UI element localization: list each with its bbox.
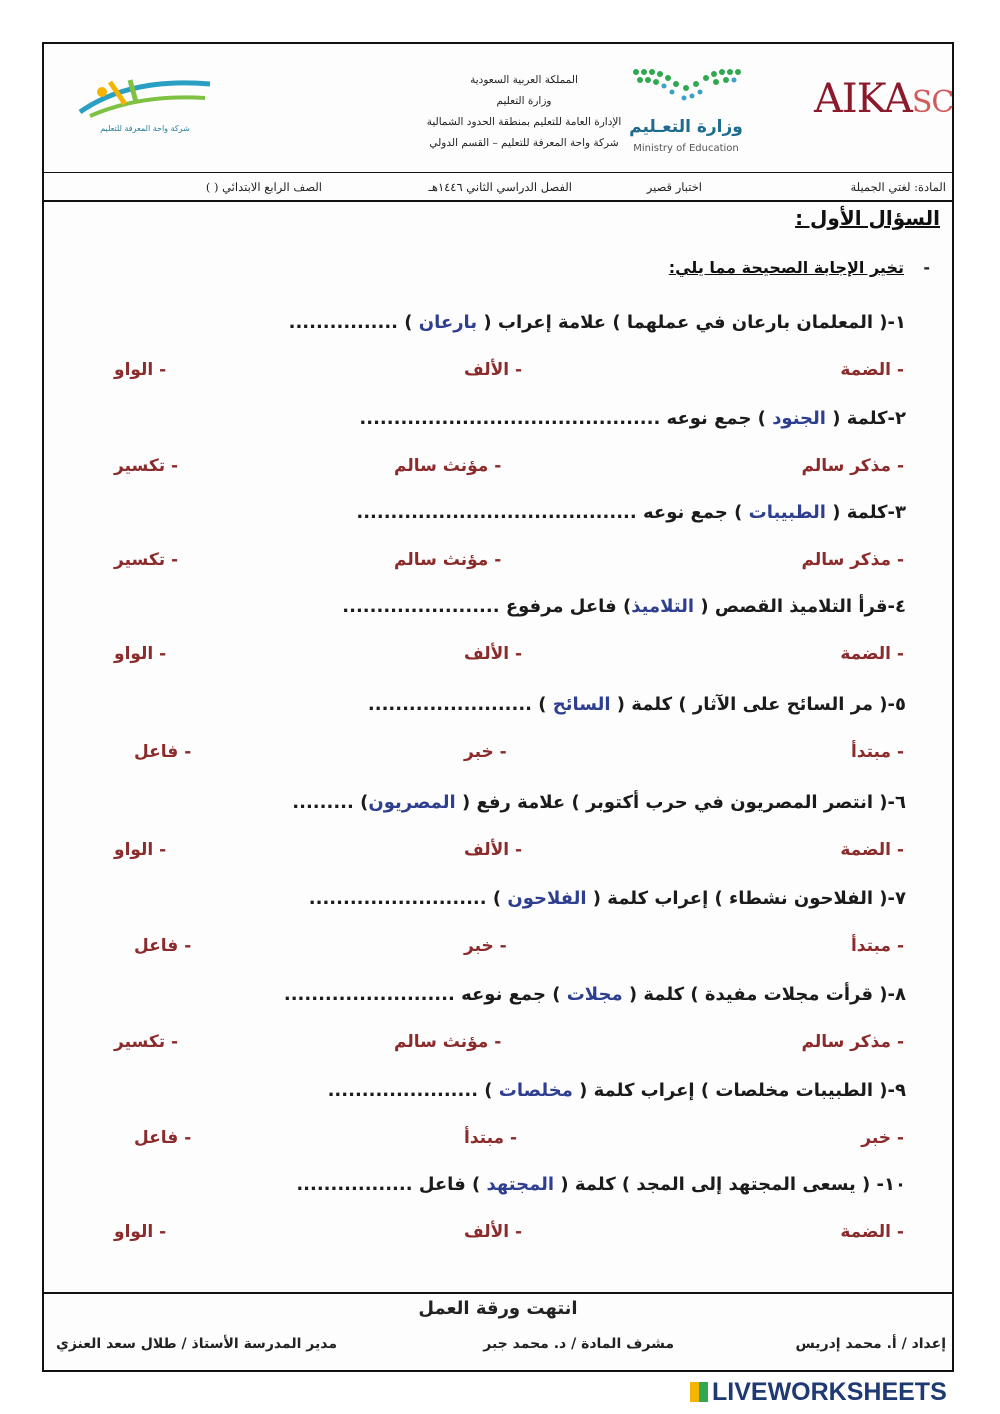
question-keyword: مجلات: [566, 984, 623, 1005]
option-1-3[interactable]: - الواو: [114, 360, 167, 380]
subject-label: المادة: لغتي الجميلة: [850, 180, 946, 194]
question-keyword: الفلاحون: [507, 888, 587, 909]
liveworksheets-watermark: [690, 1378, 947, 1407]
question-4: [342, 596, 906, 617]
option-4-3[interactable]: - الواو: [114, 644, 167, 664]
question-6: [292, 792, 906, 813]
logo-caption: شركة واحة المعرفة للتعليم: [100, 124, 190, 133]
grade-label: الصف الرابع الابتدائي ( ): [205, 180, 322, 194]
option-4-2[interactable]: - الألف: [464, 644, 523, 664]
question-text: ٤-قرأ التلاميذ القصص (: [694, 596, 906, 617]
gov-line: المملكة العربية السعودية: [470, 74, 578, 86]
school-principal: مدير المدرسة الأستاذ / طلال سعد العنزي: [56, 1336, 338, 1352]
option-5-3[interactable]: - فاعل: [134, 742, 192, 762]
question-3: [356, 502, 906, 523]
option-5-2[interactable]: - خبر: [464, 742, 507, 762]
aikasc-logo-sc: SC: [911, 85, 954, 120]
option-9-2[interactable]: - مبتدأ: [464, 1128, 518, 1148]
info-row: [44, 172, 952, 202]
answer-blank[interactable]: ) جمع نوعه .........................................: [356, 502, 749, 523]
option-3-3[interactable]: - تكسير: [114, 550, 179, 570]
question-keyword: الجنود: [772, 408, 826, 429]
answer-blank[interactable]: ) ......................: [327, 1080, 499, 1101]
question-2: [359, 408, 906, 429]
option-10-1[interactable]: - الضمة: [840, 1222, 904, 1242]
aikasc-logo: [814, 76, 953, 122]
option-4-1[interactable]: - الضمة: [840, 644, 904, 664]
quiz-label: اختبار قصير: [646, 180, 702, 194]
option-2-2[interactable]: - مؤنث سالم: [394, 456, 502, 476]
end-title: انتهت ورقة العمل: [418, 1298, 578, 1319]
option-9-1[interactable]: - خبر: [861, 1128, 904, 1148]
liveworksheets-logo-icon: [690, 1382, 708, 1402]
subject-supervisor: مشرف المادة / د. محمد جبر: [483, 1336, 674, 1352]
header: [44, 44, 952, 172]
option-3-2[interactable]: - مؤنث سالم: [394, 550, 502, 570]
instruction-dash: -: [923, 258, 930, 277]
option-10-2[interactable]: - الألف: [464, 1222, 523, 1242]
answer-blank[interactable]: ) ........................: [367, 694, 553, 715]
question-keyword: بارعان: [418, 312, 478, 333]
instruction: تخير الإجابة الصحيحة مما يلي:: [668, 258, 904, 277]
gov-line: الإدارة العامة للتعليم بمنطقة الحدود الشمالية: [426, 116, 622, 128]
question-keyword: المجتهد: [486, 1174, 555, 1195]
question-10: [296, 1174, 906, 1195]
question-7: [309, 888, 906, 909]
option-2-1[interactable]: - مذكر سالم: [801, 456, 904, 476]
question-1: [289, 312, 906, 333]
option-6-2[interactable]: - الألف: [464, 840, 523, 860]
option-8-2[interactable]: - مؤنث سالم: [394, 1032, 502, 1052]
answer-blank[interactable]: ) جمع نوعه ............................................: [359, 408, 773, 429]
option-8-3[interactable]: - تكسير: [114, 1032, 179, 1052]
question-8: [284, 984, 906, 1005]
option-6-1[interactable]: - الضمة: [840, 840, 904, 860]
option-3-1[interactable]: - مذكر سالم: [801, 550, 904, 570]
option-10-3[interactable]: - الواو: [114, 1222, 167, 1242]
prepared-by: إعداد / أ. محمد إدريس: [795, 1336, 946, 1352]
question-text: ٥-( مر السائح على الآثار ) كلمة (: [610, 694, 906, 715]
option-7-2[interactable]: - خبر: [464, 936, 507, 956]
question-keyword: المصريون: [368, 792, 456, 813]
option-5-1[interactable]: - مبتدأ: [850, 742, 904, 762]
watermark-text: LIVEWORKSHEETS: [712, 1378, 947, 1406]
question-text: ٨-( قرأت مجلات مفيدة ) كلمة (: [622, 984, 906, 1005]
aikasc-logo-main: AIKA: [814, 76, 912, 122]
question-text: ٢-كلمة (: [825, 408, 906, 429]
ministry-logo: [626, 62, 756, 162]
option-2-3[interactable]: - تكسير: [114, 456, 179, 476]
question-text: ٧-( الفلاحون نشطاء ) إعراب كلمة (: [586, 888, 906, 909]
gov-line: شركة واحة المعرفة للتعليم – القسم الدولي: [429, 137, 619, 149]
option-6-3[interactable]: - الواو: [114, 840, 167, 860]
ministry-name-ar: وزارة التعـليم: [629, 117, 743, 137]
option-8-1[interactable]: - مذكر سالم: [801, 1032, 904, 1052]
oasis-swoosh-icon: [70, 72, 220, 124]
answer-blank[interactable]: ) .........: [292, 792, 369, 813]
option-7-1[interactable]: - مبتدأ: [850, 936, 904, 956]
question-text: ١٠- ( يسعى المجتهد إلى المجد ) كلمة (: [554, 1174, 906, 1195]
answer-blank[interactable]: ) فاعل .................: [296, 1174, 487, 1195]
question-text: ٩-( الطبيبات مخلصات ) إعراب كلمة (: [572, 1080, 906, 1101]
question-keyword: مخلصات: [498, 1080, 573, 1101]
question-5: [368, 694, 906, 715]
option-1-1[interactable]: - الضمة: [840, 360, 904, 380]
ministry-dots-icon: [626, 62, 746, 114]
option-1-2[interactable]: - الألف: [464, 360, 523, 380]
answer-blank[interactable]: ) جمع نوعه .........................: [283, 984, 567, 1005]
answer-blank[interactable]: ) فاعل مرفوع .......................: [342, 596, 632, 617]
question-keyword: الطبيبات: [748, 502, 826, 523]
knowledge-oasis-logo: [70, 72, 220, 152]
footer: [44, 1292, 952, 1372]
section-title: السؤال الأول :: [795, 206, 940, 230]
question-keyword: التلاميذ: [631, 596, 695, 617]
ministry-name-en: Ministry of Education: [633, 143, 739, 154]
gov-line: وزارة التعليم: [496, 95, 552, 107]
worksheet: [42, 42, 954, 1372]
question-keyword: السائح: [552, 694, 611, 715]
answer-blank[interactable]: ) ..........................: [308, 888, 508, 909]
option-7-3[interactable]: - فاعل: [134, 936, 192, 956]
question-9: [328, 1080, 906, 1101]
option-9-3[interactable]: - فاعل: [134, 1128, 192, 1148]
question-text: ٣-كلمة (: [825, 502, 906, 523]
question-text: ٦-( انتصر المصريون في حرب أكتوبر ) علامة رفع (: [455, 792, 906, 813]
answer-blank[interactable]: ) ................: [288, 312, 419, 333]
term-label: الفصل الدراسي الثاني ١٤٤٦هـ: [428, 180, 572, 194]
question-text: ١-( المعلمان بارعان في عملهما ) علامة إعراب (: [477, 312, 906, 333]
